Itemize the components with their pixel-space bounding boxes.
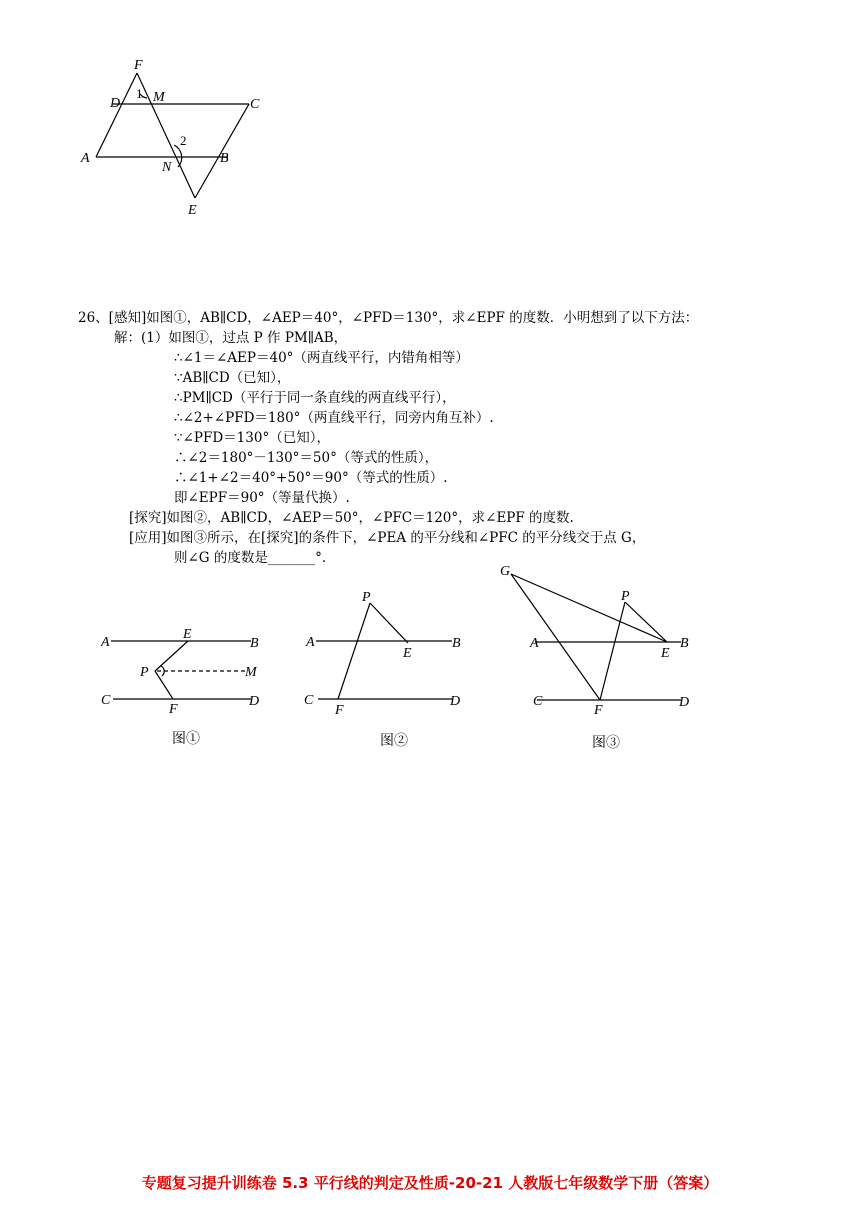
fig1-label-E: E (183, 627, 192, 642)
figure-1 (95, 620, 275, 720)
problem-line: ∴∠1＝∠AEP＝40°（两直线平行，内错角相等） (174, 350, 469, 366)
figure-2-caption: 图② (380, 733, 408, 749)
problem-line: ∵∠PFD＝130°（已知）， (174, 430, 330, 446)
problem-line: ∵AB∥CD（已知）， (174, 370, 291, 386)
problem-line: ∴∠2＝180°－130°＝50°（等式的性质）， (174, 450, 439, 466)
fig3-label-G: G (500, 564, 511, 579)
problem-line: [探究]如图②，AB∥CD，∠AEP＝50°，∠PFC＝120°，求∠EPF 的度数. (129, 510, 574, 526)
figure-3-caption: 图③ (592, 735, 620, 751)
fig3-label-F: F (594, 703, 603, 718)
fig2-label-C: C (304, 693, 314, 708)
fig2-label-F: F (335, 703, 344, 718)
fig1-label-M: M (245, 665, 257, 680)
fig3-label-B: B (680, 636, 689, 651)
label-A: A (81, 151, 90, 166)
label-F: F (134, 58, 143, 73)
label-E: E (188, 203, 197, 218)
top-parallelogram-figure (70, 50, 280, 225)
fig2-label-D: D (450, 694, 461, 709)
page-footer: 专题复习提升训练卷 5.3 平行线的判定及性质-20-21 人教版七年级数学下册（答案） (141, 1174, 719, 1192)
fig3-label-C: C (533, 694, 543, 709)
label-one: 1 (136, 86, 143, 101)
problem-line: ∴PM∥CD（平行于同一条直线的两直线平行）， (174, 390, 456, 406)
fig2-label-P: P (362, 590, 371, 605)
fig1-label-P: P (140, 665, 149, 680)
fig2-label-A: A (306, 635, 315, 650)
label-C: C (250, 97, 260, 112)
fig1-label-D: D (249, 694, 260, 709)
label-N: N (162, 160, 172, 175)
problem-line: 26、[感知]如图①，AB∥CD，∠AEP＝40°，∠PFD＝130°，求∠EPF 的度数．小明想到了以下方法： (78, 310, 699, 326)
problem-line: [应用]如图③所示，在[探究]的条件下，∠PEA 的平分线和∠PFC 的平分线交于点 G， (129, 530, 646, 546)
problem-line: 解：(1）如图①，过点 P 作 PM∥AB， (114, 330, 348, 346)
fig2-label-B: B (452, 636, 461, 651)
fig1-label-F: F (169, 702, 178, 717)
problem-line: 则∠G 的度数是_______°. (174, 550, 327, 566)
figure-3 (495, 560, 700, 720)
label-two: 2 (180, 133, 187, 148)
fig1-label-C: C (101, 693, 111, 708)
problem-line: ∴∠2+∠PFD＝180°（两直线平行，同旁内角互补）. (174, 410, 494, 426)
fig3-label-A: A (530, 636, 539, 651)
problem-line: 即∠EPF＝90°（等量代换）. (174, 490, 350, 506)
fig3-label-P: P (621, 589, 630, 604)
fig3-label-D: D (679, 695, 690, 710)
problem-line: ∴∠1+∠2＝40°+50°＝90°（等式的性质）. (174, 470, 448, 486)
fig1-label-A: A (101, 635, 110, 650)
fig1-label-B: B (250, 636, 259, 651)
figure-1-caption: 图① (172, 731, 200, 747)
fig3-label-E: E (661, 646, 670, 661)
fig2-label-E: E (403, 646, 412, 661)
figure-2 (300, 585, 475, 720)
label-B: B (220, 151, 229, 166)
label-D: D (110, 96, 121, 111)
label-M: M (153, 90, 165, 105)
